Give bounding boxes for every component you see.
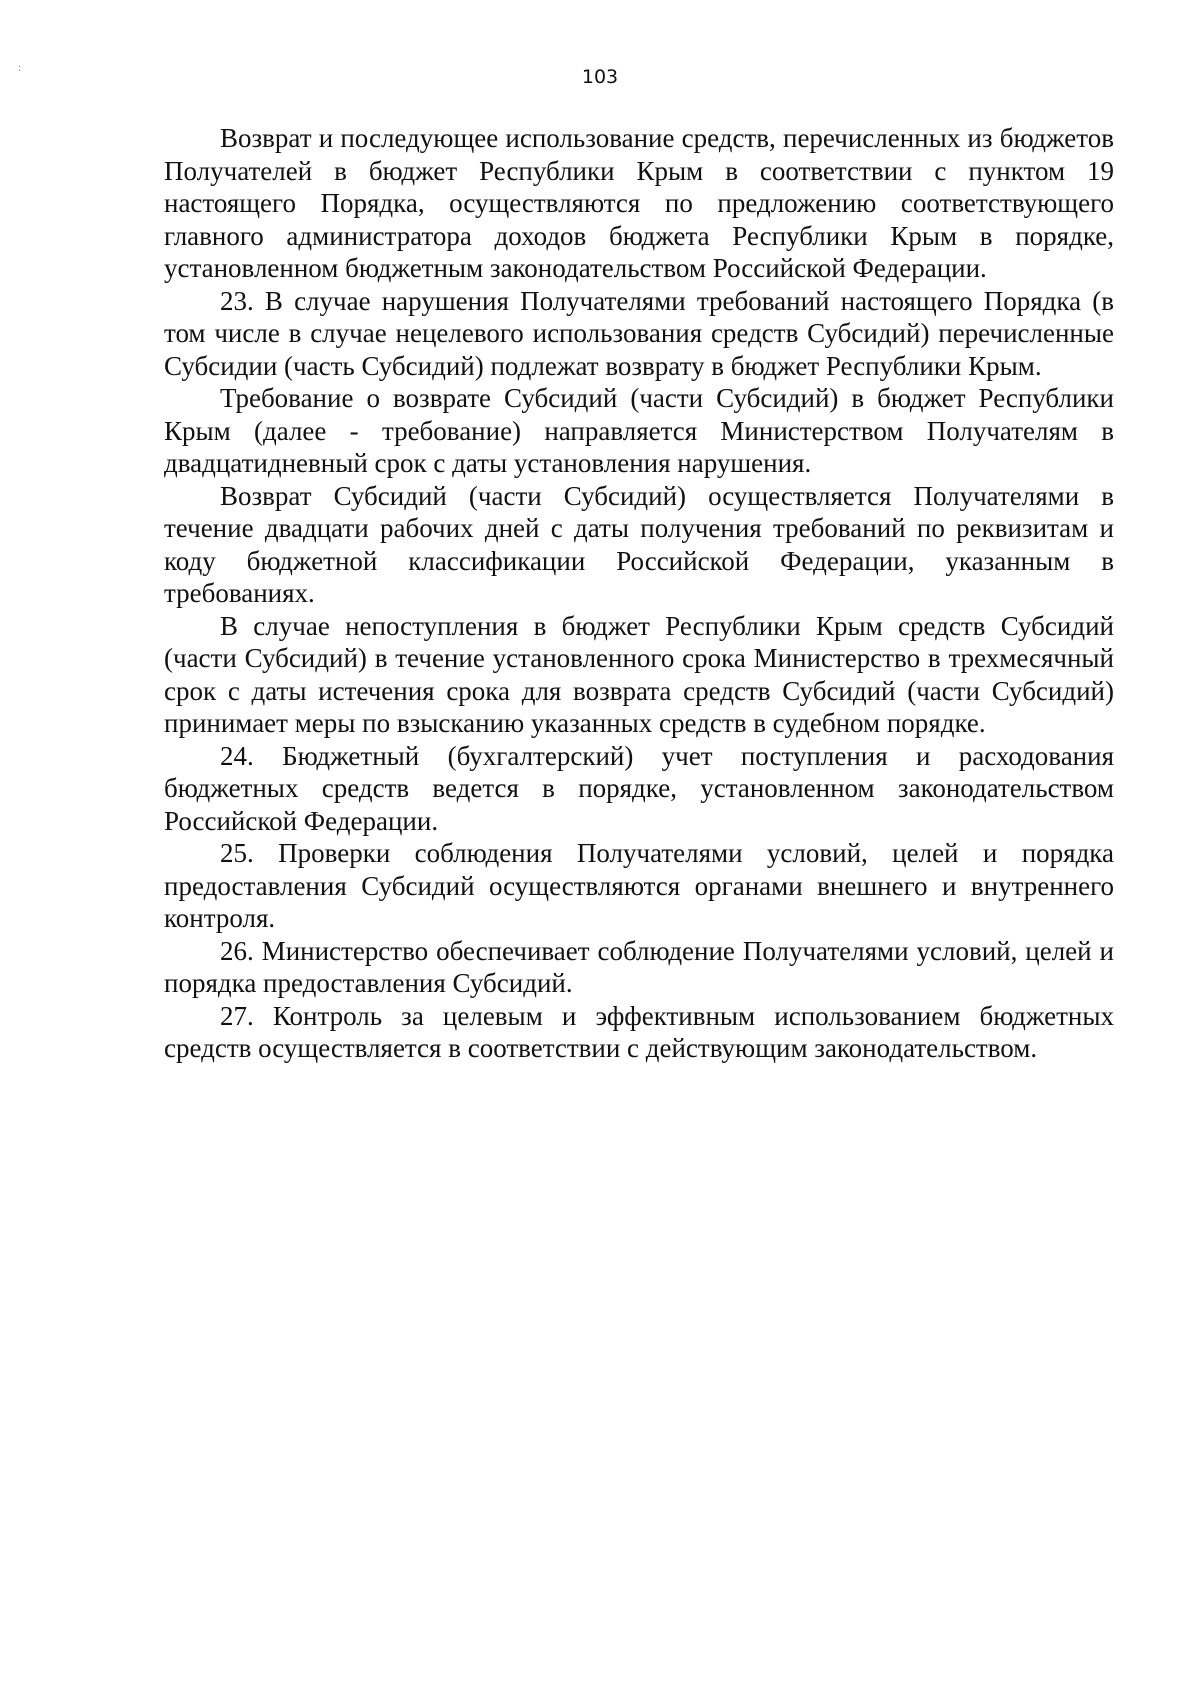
scan-artifact: · ·: [18, 62, 24, 77]
paragraph-refund-demand: Требование о возврате Субсидий (части Субсидий) в бюджет Республики Крым (далее - требование) направляется Министерством Получателям в двадцатидневный срок с даты установления нарушения.: [164, 383, 1114, 478]
document-body: [164, 122, 1114, 1065]
paragraph-refund-term: Возврат Субсидий (части Субсидий) осуществляется Получателями в течение двадцати рабочих дней с даты получения требований по реквизитам и коду бюджетной классификации Российской Федерации, указанным в требованиях.: [164, 480, 1114, 608]
paragraph-clause-27: 27. Контроль за целевым и эффективным использованием бюджетных средств осуществляется в соответствии с действующим законодательством.: [164, 1000, 1114, 1063]
page-number: 103: [581, 66, 619, 88]
paragraph-clause-25: 25. Проверки соблюдения Получателями условий, целей и порядка предоставления Субсидий осуществляются органами внешнего и внутреннего контроля.: [164, 838, 1114, 933]
paragraph-refund-procedure: Возврат и последующее использование средств, перечисленных из бюджетов Получателей в бюджет Республики Крым в соответствии с пунктом 19 настоящего Порядка, осуществляются по предложению соответствующего главного администратора доходов бюджета Республики Крым в порядке, установленном бюджетным законодательством Российской Федерации.: [164, 123, 1114, 283]
paragraph-clause-26: 26. Министерство обеспечивает соблюдение Получателями условий, целей и порядка предоставления Субсидий.: [164, 935, 1114, 998]
paragraph-clause-23: 23. В случае нарушения Получателями требований настоящего Порядка (в том числе в случае нецелевого использования средств Субсидий) перечисленные Субсидии (часть Субсидий) подлежат возврату в бюджет Республики Крым.: [164, 285, 1114, 381]
paragraph-non-receipt: В случае непоступления в бюджет Республики Крым средств Субсидий (части Субсидий) в течение установленного срока Министерство в трехмесячный срок с даты истечения срока для возврата средств Субсидий (части Субсидий) принимает меры по взысканию указанных средств в судебном порядке.: [164, 610, 1114, 738]
paragraph-clause-24: 24. Бюджетный (бухгалтерский) учет поступления и расходования бюджетных средств ведется в порядке, установленном законодательством Российской Федерации.: [164, 740, 1114, 836]
